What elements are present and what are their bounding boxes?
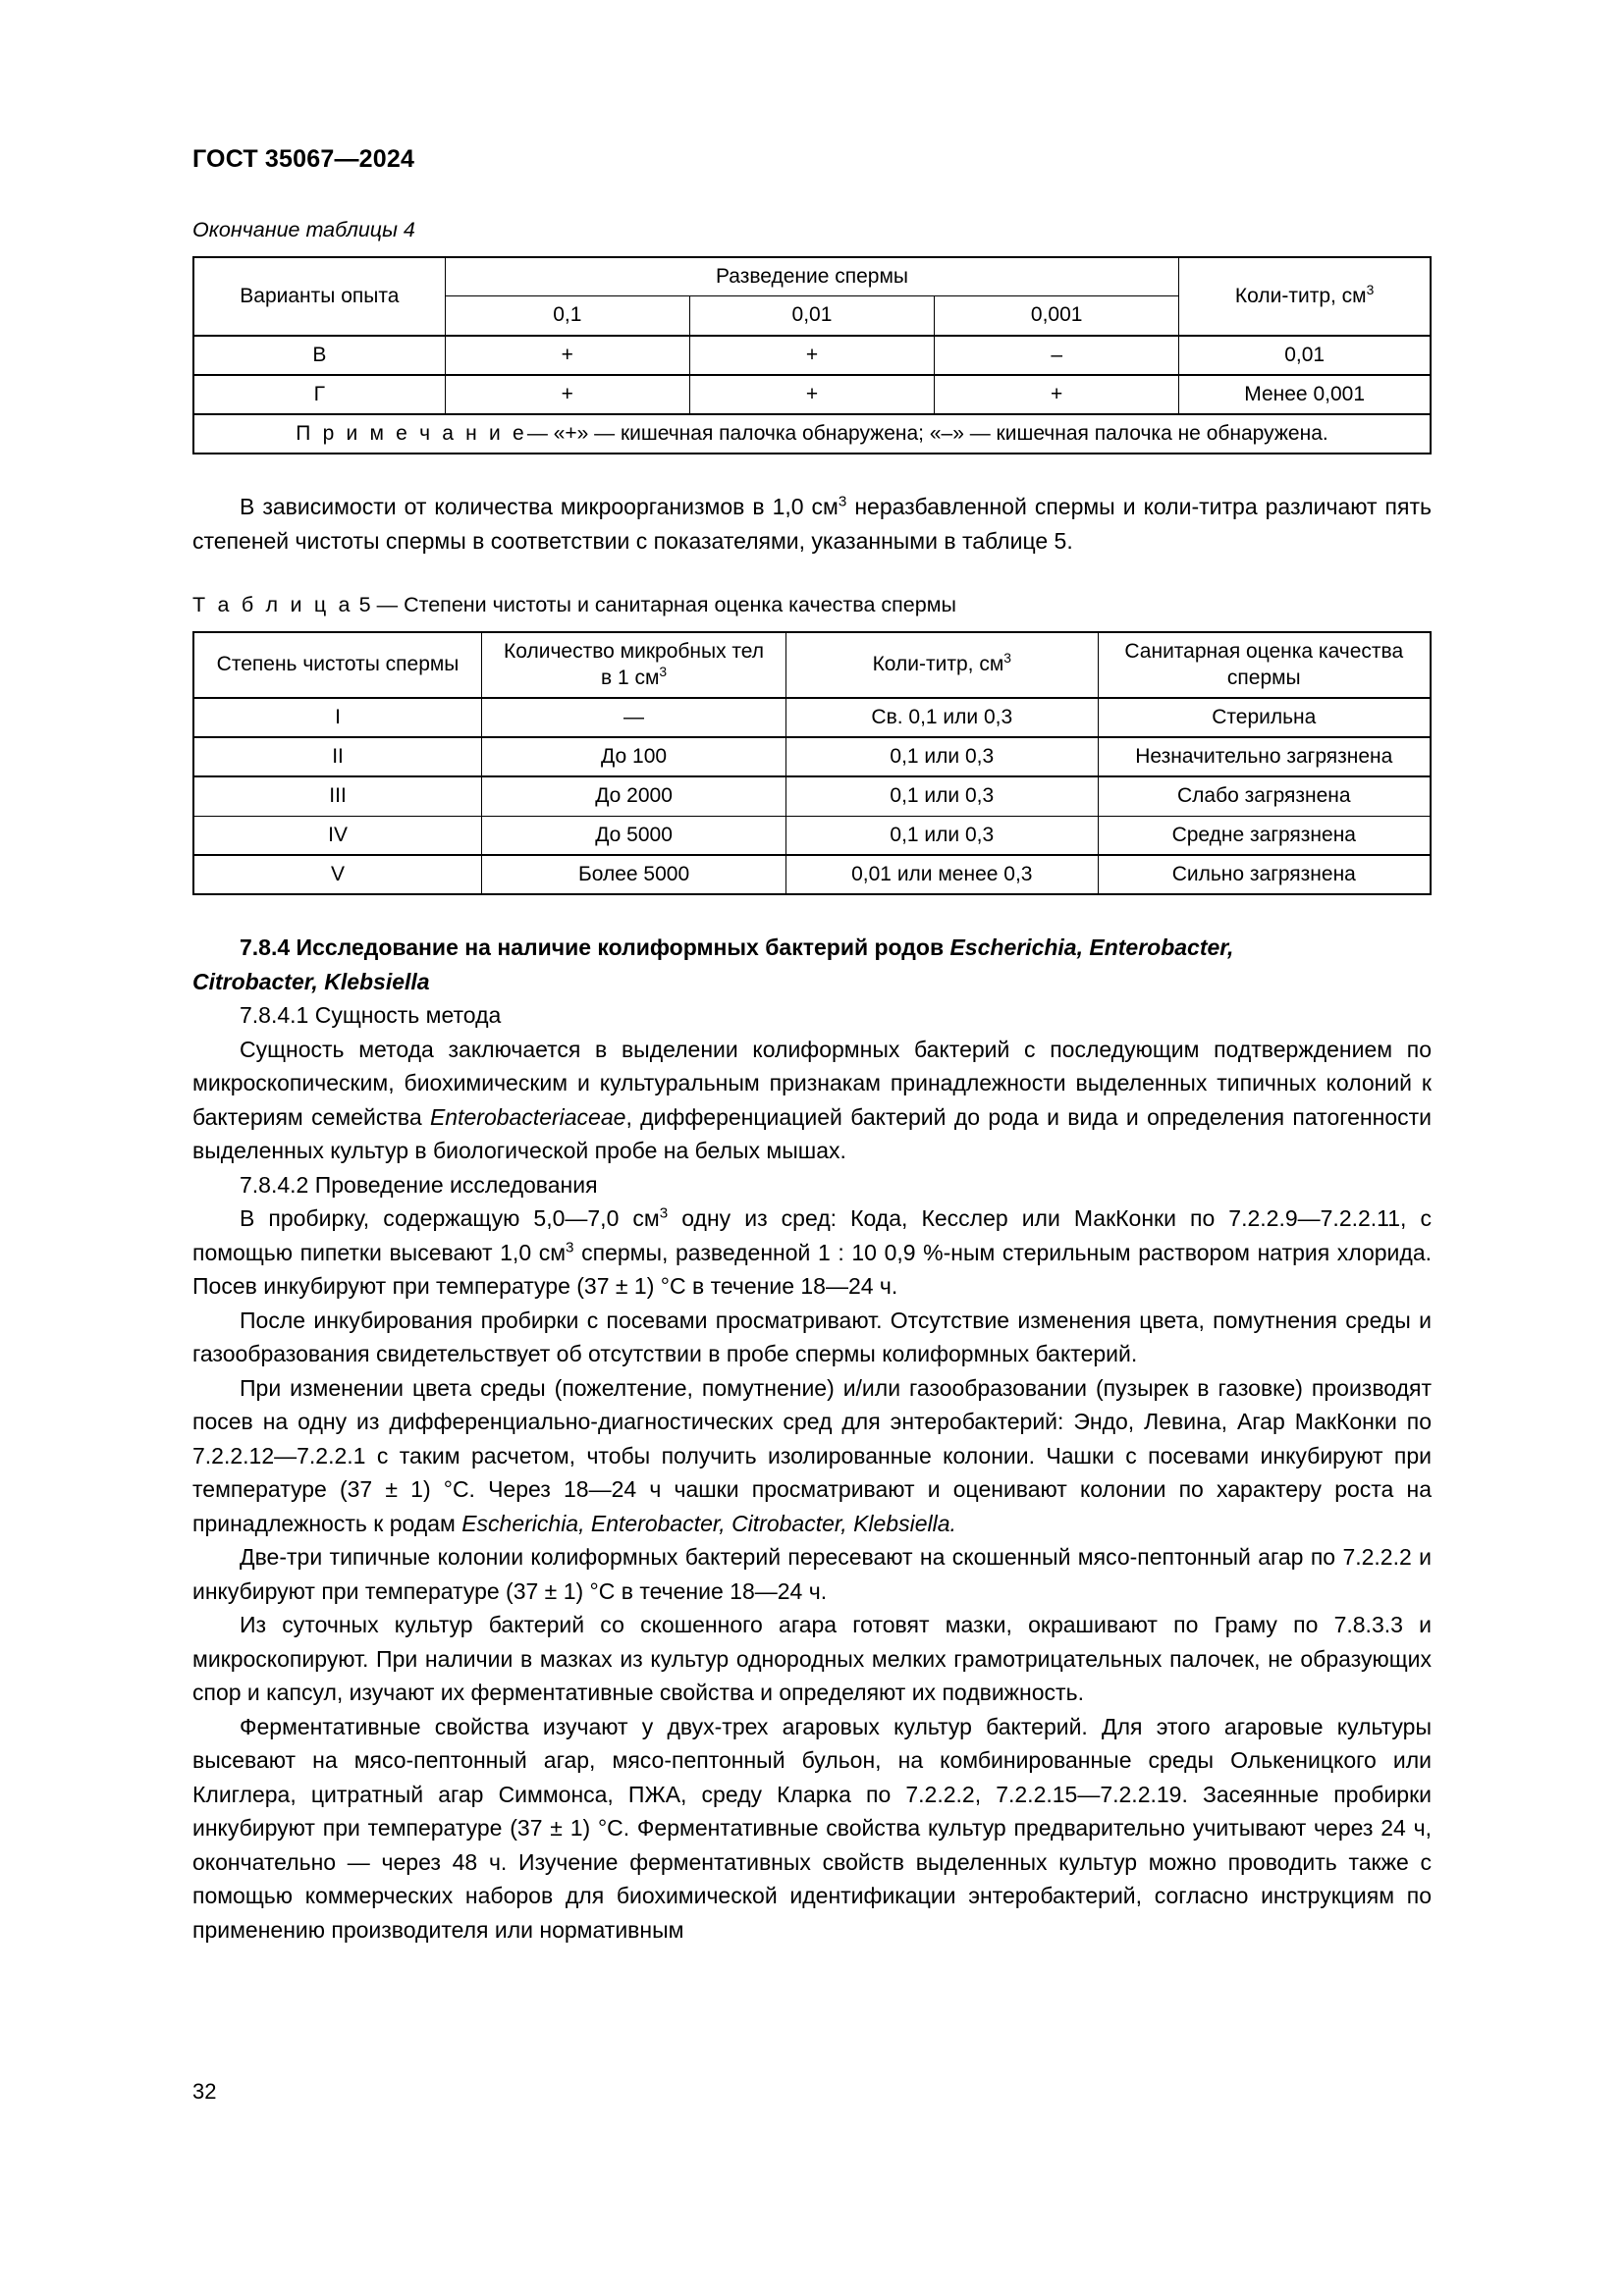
para-between-b: неразбавленной спермы и коли-титра различают пять степеней чистоты спермы в соответствии с показателями, указанными в таблице 5. (192, 494, 1432, 554)
th-coli-titre-text: Коли-титр, см (1234, 284, 1367, 307)
paragraph-7-8-4-2-3 (192, 1371, 1432, 1541)
th-sanitary-line1: Санитарная оценка качества (1124, 640, 1404, 664)
table4-caption: Окончание таблицы 4 (192, 218, 415, 241)
paragraph-7-8-4-2-4: Две-три типичные колонии колиформных бактерий пересевают на скошенный мясо-пептонный агар по 7.2.2.2 и инкубируют при температуре (37 ± 1) °С в течение 18—24 ч. (192, 1544, 1432, 1604)
para-7841-b: , дифференциацией бактерий до рода и вида и определения патогенности выделенных культур в биологической пробе на белых мышах. (192, 1103, 1432, 1163)
cell-titre: Менее 0,001 (1179, 375, 1431, 414)
para3-a: При изменении цвета среды (пожелтение, помутнение) и/или газообразовании (пузырек в газовке) производят посев на одну из дифференциально-диагностических сред для энтеробактерий: Эндо, Левина, Агар МакКонки по 7.2.2.12—7.2.2.1 с таким расчетом, чтобы получить изолированные колонии. Чашки с посевами инкубируют при температуре (37 ± 1) °С. Через 18—24 ч чашки просматривают и оценивают колонии по характеру роста на принадлежность к родам (192, 1374, 1432, 1536)
table-5 (192, 631, 1432, 895)
cell-titre: 0,1 или 0,3 (786, 816, 1099, 855)
paragraph-7-8-4-2-6: Ферментативные свойства изучают у двух-трех агаровых культур бактерий. Для этого агаровые культуры высевают на мясо-пептонный агар, мясо-пептонный бульон, на комбинированные среды Олькеницкого или Клиглера, цитратный агар Симмонса, ПЖА, среду Кларка по 7.2.2.2, 7.2.2.15—7.2.2.19. Засеянные пробирки инкубируют при температуре (37 ± 1) °С. Ферментативные свойства культур предварительно учитывают через 24 ч, окончательно — через 48 ч. Изучение ферментативных свойств выделенных культур можно проводить также с помощью коммерческих наборов для биохимической идентификации энтеробактерий, согласно инструкциям по применению производителя или нормативным (192, 1713, 1432, 1943)
cell-sanitary: Сильно загрязнена (1098, 855, 1431, 894)
th-dilution-1: 0,01 (689, 296, 934, 336)
para1-c: спермы, разведенной 1 : 10 0,9 %-ным стерильным раствором натрия хлорида. Посев инкубируют при температуре (37 ± 1) °С в течение 18—24 ч. (192, 1239, 1433, 1299)
section-heading-7-8-4 (192, 931, 1432, 965)
table-row (193, 257, 1431, 296)
paragraph-between-tables (192, 490, 1432, 558)
cell-titre: 0,01 (1179, 336, 1431, 375)
section-heading-text: 7.8.4 Исследование на наличие колиформных бактерий родов (240, 934, 950, 960)
th-sanitary-line2: спермы (1226, 666, 1301, 689)
table5-caption-number: 5 (358, 593, 371, 617)
para-7841-family: Enterobacteriaceae (429, 1103, 626, 1130)
table5-caption-label: Т а б л и ц а (192, 593, 353, 617)
paragraph-7-8-4-2-1 (192, 1201, 1432, 1304)
para1-sup1: 3 (659, 1204, 669, 1222)
paragraph-7-8-4-2-5: Из суточных культур бактерий со скошенного агара готовят мазки, окрашивают по Граму по 7.8.3.3 и микроскопируют. При наличии в мазках из культур однородных мелких грамотрицательных палочек, не образующих спор и капсул, изучают их ферментативные свойства и определяют их подвижность. (192, 1612, 1432, 1705)
table-row-note (193, 414, 1431, 454)
cell-d1: + (445, 336, 689, 375)
cell-degree: I (193, 698, 482, 737)
th-coli-titre-sup: 3 (1366, 281, 1375, 297)
cell-variant: Г (193, 375, 445, 414)
cell-microbes: До 100 (482, 737, 786, 776)
th-coli-titre (786, 632, 1099, 698)
para-between-a: В зависимости от количества микроорганизмов в 1,0 см (240, 494, 839, 520)
th-dilution-0: 0,1 (445, 296, 689, 336)
table5-caption-text: — Степени чистоты и санитарная оценка качества спермы (376, 593, 956, 617)
para3-genera: Escherichia, Enterobacter, Citrobacter, Klebsiella. (461, 1510, 956, 1536)
table-row (193, 698, 1431, 737)
th-dilution-group: Разведение спермы (445, 257, 1179, 296)
table-row (193, 375, 1431, 414)
cell-microbes: До 2000 (482, 776, 786, 816)
note-text: — «+» — кишечная палочка обнаружена; «–» — кишечная палочка не обнаружена. (526, 422, 1328, 445)
th-coli-titre (1179, 257, 1431, 336)
table-row (193, 632, 1431, 698)
cell-d1: + (445, 375, 689, 414)
cell-titre: 0,1 или 0,3 (786, 737, 1099, 776)
cell-d3: + (935, 375, 1179, 414)
cell-microbes: До 5000 (482, 816, 786, 855)
cell-d3: – (935, 336, 1179, 375)
paragraph-7-8-4-2-2: После инкубирования пробирки с посевами просматривают. Отсутствие изменения цвета, помутнения среды и газообразования свидетельствует об отсутствии в пробе спермы колиформных бактерий. (192, 1307, 1432, 1366)
para1-a: В пробирку, содержащую 5,0—7,0 см (240, 1205, 660, 1231)
th-coli-titre-sup: 3 (1003, 650, 1011, 667)
page-number: 32 (192, 2079, 217, 2104)
table4-note (193, 414, 1431, 454)
cell-titre: 0,01 или менее 0,3 (786, 855, 1099, 894)
cell-sanitary: Слабо загрязнена (1098, 776, 1431, 816)
table-row (193, 855, 1431, 894)
para1-sup2: 3 (566, 1238, 574, 1255)
cell-degree: IV (193, 816, 482, 855)
cell-degree: V (193, 855, 482, 894)
section-heading-genera-2: Citrobacter, Klebsiella (192, 968, 430, 994)
th-variants: Варианты опыта (193, 257, 445, 336)
th-dilution-2: 0,001 (935, 296, 1179, 336)
table-4-continuation (192, 256, 1432, 454)
cell-sanitary: Незначительно загрязнена (1098, 737, 1431, 776)
th-coli-titre-text: Коли-титр, см (872, 653, 1004, 676)
table-row (193, 737, 1431, 776)
cell-sanitary: Средне загрязнена (1098, 816, 1431, 855)
cell-sanitary: Стерильна (1098, 698, 1431, 737)
para1-b: одну из сред: Кода, Кесслер или МакКонки по 7.2.2.9—7.2.2.11, с помощью пипетки высевают 1,0 см (192, 1205, 1433, 1265)
th-microbe-count-line2: в 1 см (600, 666, 660, 689)
cell-microbes: — (482, 698, 786, 737)
section-heading-7-8-4-cont (192, 965, 1432, 999)
cell-variant: В (193, 336, 445, 375)
table5-caption (192, 593, 1432, 617)
th-sanitary-assessment (1098, 632, 1431, 698)
cell-microbes: Более 5000 (482, 855, 786, 894)
table-row (193, 776, 1431, 816)
page-content (192, 218, 1432, 1947)
th-microbe-count-line1: Количество микробных тел (504, 640, 765, 664)
standard-number-header: ГОСТ 35067—2024 (192, 145, 415, 173)
table-row (193, 336, 1431, 375)
th-microbe-count (482, 632, 786, 698)
section-heading-genera-1: Escherichia, Enterobacter, (949, 934, 1234, 960)
paragraph-7-8-4-1 (192, 1033, 1432, 1168)
th-purity-degree: Степень чистоты спермы (193, 632, 482, 698)
subsection-7-8-4-2-title: 7.8.4.2 Проведение исследования (240, 1171, 598, 1198)
para-between-sup: 3 (838, 493, 847, 510)
note-label: П р и м е ч а н и е (296, 422, 527, 445)
cell-degree: III (193, 776, 482, 816)
cell-d2: + (689, 375, 934, 414)
cell-d2: + (689, 336, 934, 375)
para-7841-a: Сущность метода заключается в выделении колиформных бактерий с последующим подтверждением по микроскопическим, биохимическим и культуральным признакам принадлежности выделенных типичных колоний к бактериям семейства (192, 1036, 1432, 1130)
th-microbe-count-sup: 3 (659, 663, 668, 679)
table-row (193, 816, 1431, 855)
subsection-7-8-4-1-title: 7.8.4.1 Сущность метода (240, 1002, 502, 1028)
cell-titre: Св. 0,1 или 0,3 (786, 698, 1099, 737)
cell-titre: 0,1 или 0,3 (786, 776, 1099, 816)
cell-degree: II (193, 737, 482, 776)
